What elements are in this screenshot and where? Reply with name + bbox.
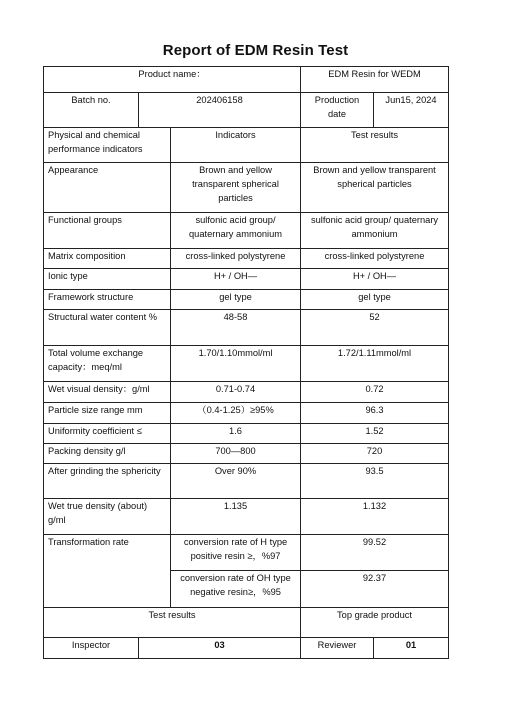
- conclusion-row: [44, 608, 449, 638]
- row-name: After grinding the sphericity: [44, 464, 171, 499]
- table-row: [44, 499, 449, 535]
- row-name: Framework structure: [44, 290, 171, 310]
- signoff-row: [44, 638, 449, 659]
- row-indicator: 700—800: [171, 444, 301, 464]
- row-result: gel type: [301, 290, 449, 310]
- table-row: [44, 163, 449, 213]
- row-name: Appearance: [44, 163, 171, 213]
- row-result: 52: [301, 310, 449, 346]
- table-row: [44, 249, 449, 269]
- inspector-value: 03: [139, 638, 301, 659]
- product-row: [44, 67, 449, 93]
- table-row: [44, 382, 449, 403]
- oh-type-result: 92.37: [301, 571, 449, 608]
- product-name-value: EDM Resin for WEDM: [301, 67, 449, 93]
- row-result: sulfonic acid group/ quaternary ammonium: [301, 213, 449, 249]
- row-indicator: Over 90%: [171, 464, 301, 499]
- row-name: Uniformity coefficient ≤: [44, 424, 171, 444]
- h-type-result: 99.52: [301, 535, 449, 571]
- row-indicator: H+ / OH—: [171, 269, 301, 290]
- row-result: 1.72/1.11mmol/ml: [301, 346, 449, 382]
- report-title: Report of EDM Resin Test: [162, 42, 349, 59]
- row-result: 720: [301, 444, 449, 464]
- production-date-value: Jun15, 2024: [374, 93, 449, 128]
- table-row: [44, 346, 449, 382]
- batch-value: 202406158: [139, 93, 301, 128]
- table-row: [44, 464, 449, 499]
- transformation-rate-label: Transformation rate: [44, 535, 171, 608]
- row-indicator: gel type: [171, 290, 301, 310]
- oh-type-indicator: conversion rate of OH type negative resin≥，%95: [171, 571, 301, 608]
- row-indicator: 48-58: [171, 310, 301, 346]
- batch-row: [44, 93, 449, 128]
- transformation-row-h: [44, 535, 449, 571]
- row-indicator: cross-linked polystyrene: [171, 249, 301, 269]
- row-result: H+ / OH—: [301, 269, 449, 290]
- product-name-label: Product name：: [44, 67, 301, 93]
- table-row: [44, 424, 449, 444]
- row-indicator: Brown and yellow transparent spherical particles: [171, 163, 301, 213]
- table-row: [44, 403, 449, 424]
- row-result: 1.132: [301, 499, 449, 535]
- reviewer-value: 01: [374, 638, 449, 659]
- table-row: [44, 269, 449, 290]
- h-type-indicator: conversion rate of H type positive resin ≥，%97: [171, 535, 301, 571]
- inspector-label: Inspector: [44, 638, 139, 659]
- row-name: Particle size range mm: [44, 403, 171, 424]
- table-row: [44, 213, 449, 249]
- row-name: Wet true density (about) g/ml: [44, 499, 171, 535]
- row-indicator: （0.4-1.25）≥95%: [171, 403, 301, 424]
- report-table: [43, 66, 449, 659]
- table-row: [44, 290, 449, 310]
- row-result: 96.3: [301, 403, 449, 424]
- row-name: Wet visual density：g/ml: [44, 382, 171, 403]
- table-row: [44, 310, 449, 346]
- row-indicator: 1.135: [171, 499, 301, 535]
- conclusion-value: Top grade product: [301, 608, 449, 638]
- indicators-header: Indicators: [171, 128, 301, 163]
- header-row: [44, 128, 449, 163]
- row-indicator: 1.70/1.10mmol/ml: [171, 346, 301, 382]
- test-results-header: Test results: [301, 128, 449, 163]
- row-result: 1.52: [301, 424, 449, 444]
- row-indicator: 0.71-0.74: [171, 382, 301, 403]
- table-row: [44, 444, 449, 464]
- batch-label: Batch no.: [44, 93, 139, 128]
- indicator-name-header: Physical and chemical performance indicators: [44, 128, 171, 163]
- row-name: Ionic type: [44, 269, 171, 290]
- row-name: Packing density g/l: [44, 444, 171, 464]
- reviewer-label: Reviewer: [301, 638, 374, 659]
- row-result: Brown and yellow transparent spherical particles: [301, 163, 449, 213]
- row-result: 0.72: [301, 382, 449, 403]
- row-name: Total volume exchange capacity：meq/ml: [44, 346, 171, 382]
- row-name: Matrix composition: [44, 249, 171, 269]
- row-name: Functional groups: [44, 213, 171, 249]
- row-result: cross-linked polystyrene: [301, 249, 449, 269]
- conclusion-label: Test results: [44, 608, 301, 638]
- row-indicator: 1.6: [171, 424, 301, 444]
- row-result: 93.5: [301, 464, 449, 499]
- row-indicator: sulfonic acid group/ quaternary ammonium: [171, 213, 301, 249]
- row-name: Structural water content %: [44, 310, 171, 346]
- production-date-label: Production date: [301, 93, 374, 128]
